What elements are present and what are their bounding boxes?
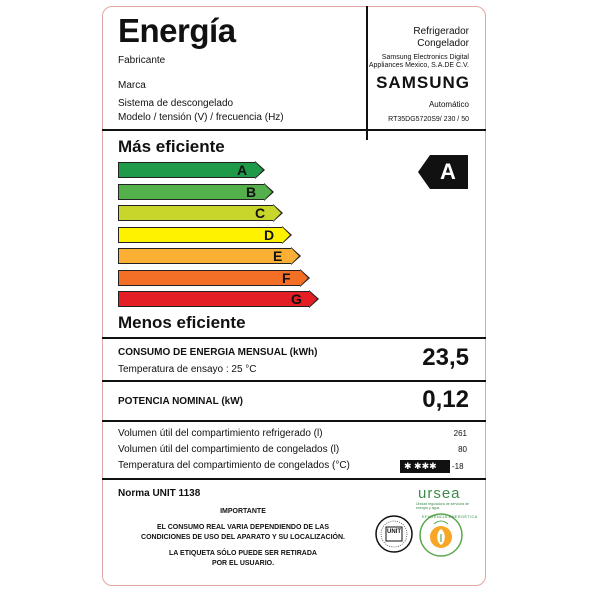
fridge-volume-value: 261 [453,429,467,438]
freezer-temp-value: -18 [452,462,464,471]
efficiency-bar-letter: B [246,183,257,200]
efficiency-bar-g [118,291,319,307]
defrost-label: Sistema de descongelado [118,98,234,109]
manufacturer-value-2: Appliances Mexico, S.A.DE C.V. [368,62,469,69]
consumption-value: 23,5 [422,344,469,371]
power-bottom-rule [102,420,486,422]
efficiency-bar-letter: E [273,248,283,264]
rated-class-arrow [418,155,468,189]
product-type-1: Refrigerador [413,26,469,37]
norma-label: Norma UNIT 1138 [118,488,201,499]
efficiency-bar-e [118,248,301,264]
freezer-stars: ✱ ✱✱✱ [404,461,437,471]
brand-label: Marca [118,80,146,91]
retire-line-2: POR EL USUARIO. [211,560,275,567]
freezer-star-rating [400,460,450,473]
freezer-volume-value: 80 [458,445,467,454]
ursea-logo: ursea [418,485,461,502]
consumption-bottom-rule [102,380,486,382]
efficiency-bar-a [118,162,265,178]
power-value: 0,12 [422,386,469,413]
important-title: IMPORTANTE [220,508,266,515]
volumes-bottom-rule [102,478,486,480]
most-efficient-label: Más eficiente [118,137,225,156]
efficiency-bar-letter: F [282,269,291,286]
efficiency-seal-text: EFICIENCIA ENERGÉTICA [422,514,478,519]
label-title: Energía [118,12,236,49]
samsung-logo: SAMSUNG [376,73,470,92]
manufacturer-label: Fabricante [118,55,166,66]
least-efficient-label: Menos eficiente [118,313,246,332]
model-value: RT35DG5720S9/ 230 / 50 [388,116,469,123]
defrost-value: Automático [428,100,469,109]
consumption-label: CONSUMO DE ENERGIA MENSUAL (kWh) [118,347,318,358]
efficiency-seal-icon [418,512,478,558]
efficiency-bar-letter: D [264,226,275,243]
efficiency-bar-letter: A [237,162,248,178]
rated-class-letter: A [440,159,456,184]
fridge-volume-label: Volumen útil del compartimiento refrigerado (l) [118,428,323,439]
freezer-temp-label: Temperatura del compartimiento de congelados (°C) [118,460,350,471]
ursea-subtitle: Unidad reguladora de servicios de energía y agua [416,502,470,510]
product-type-2: Congelador [417,38,469,49]
header-bottom-rule [102,129,486,131]
freezer-volume-label: Volumen útil del compartimiento de congelados (l) [118,444,340,455]
efficiency-bar-f [118,270,310,286]
unit-seal-icon [374,514,414,554]
scale-bottom-rule [102,337,486,339]
retire-line-1: LA ETIQUETA SÓLO PUEDE SER RETIRADA [169,550,317,557]
efficiency-bar-letter: G [291,291,302,307]
efficiency-bar-d [118,227,292,243]
efficiency-bar-b [118,184,274,200]
model-label: Modelo / tensión (V) / frecuencia (Hz) [118,112,284,123]
important-line-1: EL CONSUMO REAL VARIA DEPENDIENDO DE LAS [156,524,330,531]
efficiency-bar-c [118,205,283,221]
manufacturer-value-1: Samsung Electronics Digital [381,54,469,61]
important-line-2: CONDICIONES DE USO DEL APARATO Y SU LOCALIZACIÓN. [141,534,345,541]
efficiency-bar-letter: C [255,205,266,221]
power-label: POTENCIA NOMINAL (kW) [118,396,243,407]
test-temp-label: Temperatura de ensayo : 25 °C [118,364,257,375]
unit-seal-text: UNIT [387,529,401,535]
